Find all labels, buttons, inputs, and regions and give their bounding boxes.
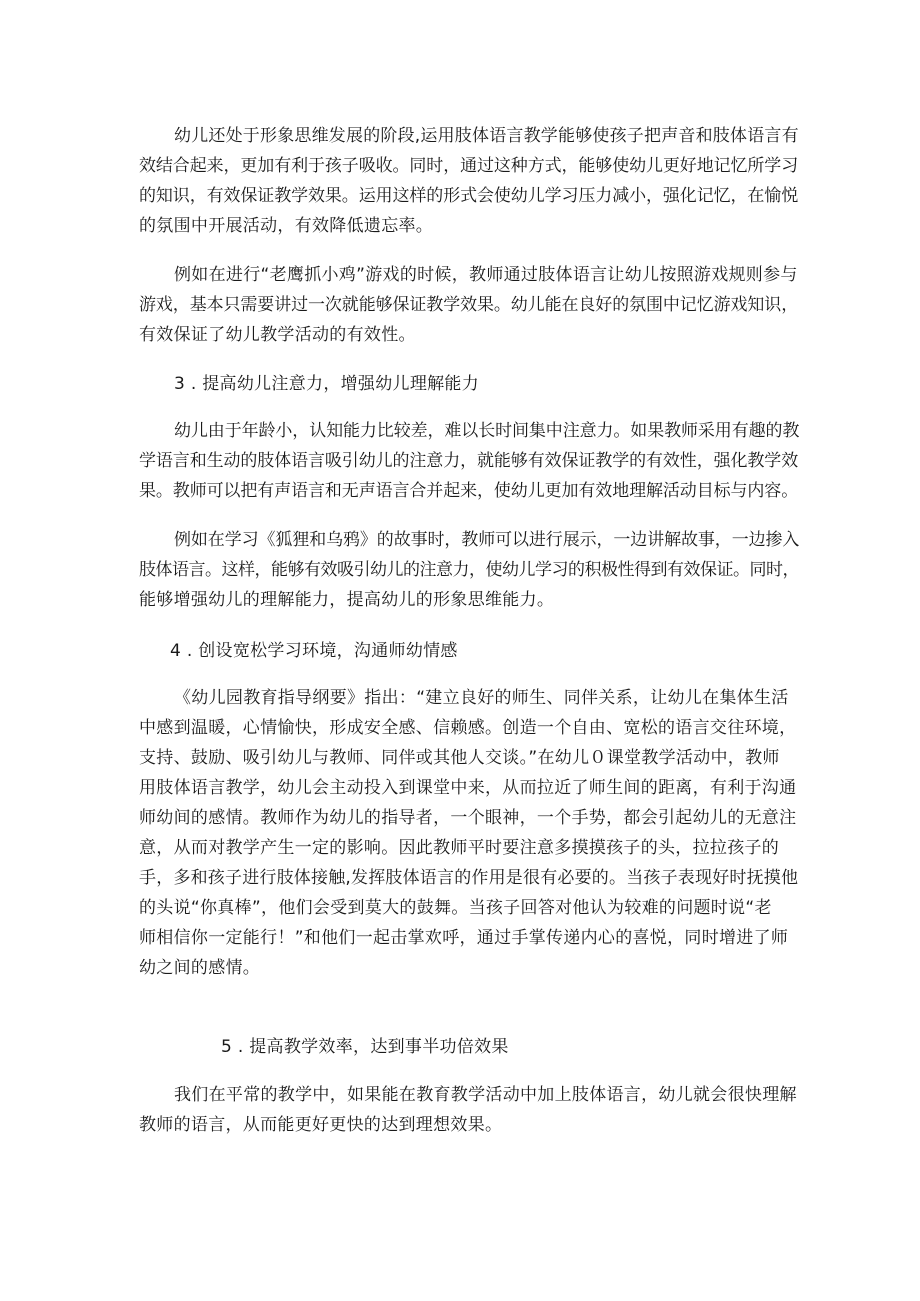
paragraph-line: 师相信你一定能行！”和他们一起击掌欢呼，通过手掌传递内心的喜悦，同时增进了师	[139, 928, 789, 948]
paragraph-line: 能够增强幼儿的理解能力，提高幼儿的形象思维能力。	[139, 590, 555, 610]
paragraph-line: 的氛围中开展活动，有效降低遗忘率。	[139, 216, 434, 236]
paragraph-line: 我们在平常的教学中，如果能在教育教学活动中加上肢体语言，幼儿就会很快理解	[174, 1085, 797, 1105]
paragraph	[139, 1080, 799, 1140]
paragraph-line: 《幼儿园教育指导纲要》指出：“建立良好的师生、同伴关系，让幼儿在集体生活	[174, 688, 789, 708]
paragraph-line: 幼儿还处于形象思维发展的阶段,运用肢体语言教学能够使孩子把声音和肢体语言有	[174, 126, 799, 146]
paragraph-line: 支持、鼓励、吸引幼儿与教师、同伴或其他人交谈。”在幼儿０课堂教学活动中，教师	[139, 748, 780, 768]
paragraph-line: 幼之间的感情。	[139, 958, 261, 978]
paragraph	[139, 683, 799, 983]
paragraph-line: 幼儿由于年龄小，认知能力比较差，难以长时间集中注意力。如果教师采用有趣的教	[174, 421, 800, 441]
paragraph-line: 学语言和生动的肢体语言吸引幼儿的注意力，就能够有效保证教学的有效性，强化教学效	[139, 451, 799, 471]
paragraph-line: 有效保证了幼儿教学活动的有效性。	[139, 325, 416, 345]
paragraph	[139, 416, 799, 506]
paragraph-line: 的头说“你真棒”，他们会受到莫大的鼓舞。当孩子回答对他认为较难的问题时说“老	[139, 898, 772, 918]
paragraph-line: 用肢体语言教学，幼儿会主动投入到课堂中来，从而拉近了师生间的距离，有利于沟通	[139, 778, 797, 798]
paragraph-line: 师幼间的感情。教师作为幼儿的指导者，一个眼神，一个手势，都会引起幼儿的无意注	[139, 808, 797, 828]
section-heading: 5 . 提高教学效率，达到事半功倍效果	[221, 1037, 509, 1057]
paragraph	[139, 260, 799, 350]
paragraph-line: 肢体语言。这样，能够有效吸引幼儿的注意力，使幼儿学习的积极性得到有效保证。同时，	[139, 560, 799, 580]
paragraph-line: 意，从而对教学产生一定的影响。因此教师平时要注意多摸摸孩子的头，拉拉孩子的	[139, 838, 780, 858]
paragraph-line: 中感到温暖，心情愉快，形成安全感、信赖感。创造一个自由、宽松的语言交往环境，	[139, 718, 797, 738]
paragraph-line: 效结合起来，更加有利于孩子吸收。同时，通过这种方式，能够使幼儿更好地记忆所学习	[139, 156, 799, 176]
paragraph-line: 游戏，基本只需要讲过一次就能够保证教学效果。幼儿能在良好的氛围中记忆游戏知识，	[139, 295, 799, 315]
paragraph-line: 手，多和孩子进行肢体接触,发挥肢体语言的作用是很有必要的。当孩子表现好时抚摸他	[139, 868, 799, 888]
paragraph-line: 教师的语言，从而能更好更快的达到理想效果。	[139, 1115, 503, 1135]
paragraph-line: 例如在学习《狐狸和乌鸦》的故事时，教师可以进行展示，一边讲解故事，一边掺入	[174, 530, 800, 550]
paragraph-line: 果。教师可以把有声语言和无声语言合并起来，使幼儿更加有效地理解活动目标与内容。	[139, 481, 799, 501]
section-heading: 3 . 提高幼儿注意力，增强幼儿理解能力	[174, 374, 480, 394]
paragraph	[139, 121, 799, 241]
paragraph	[139, 525, 799, 615]
section-heading: 4 . 创设宽松学习环境，沟通师幼情感	[170, 641, 458, 661]
paragraph-line: 的知识，有效保证教学效果。运用这样的形式会使幼儿学习压力减小，强化记忆，在愉悦	[139, 186, 799, 206]
paragraph-line: 例如在进行“老鹰抓小鸡”游戏的时候，教师通过肢体语言让幼儿按照游戏规则参与	[174, 265, 798, 285]
